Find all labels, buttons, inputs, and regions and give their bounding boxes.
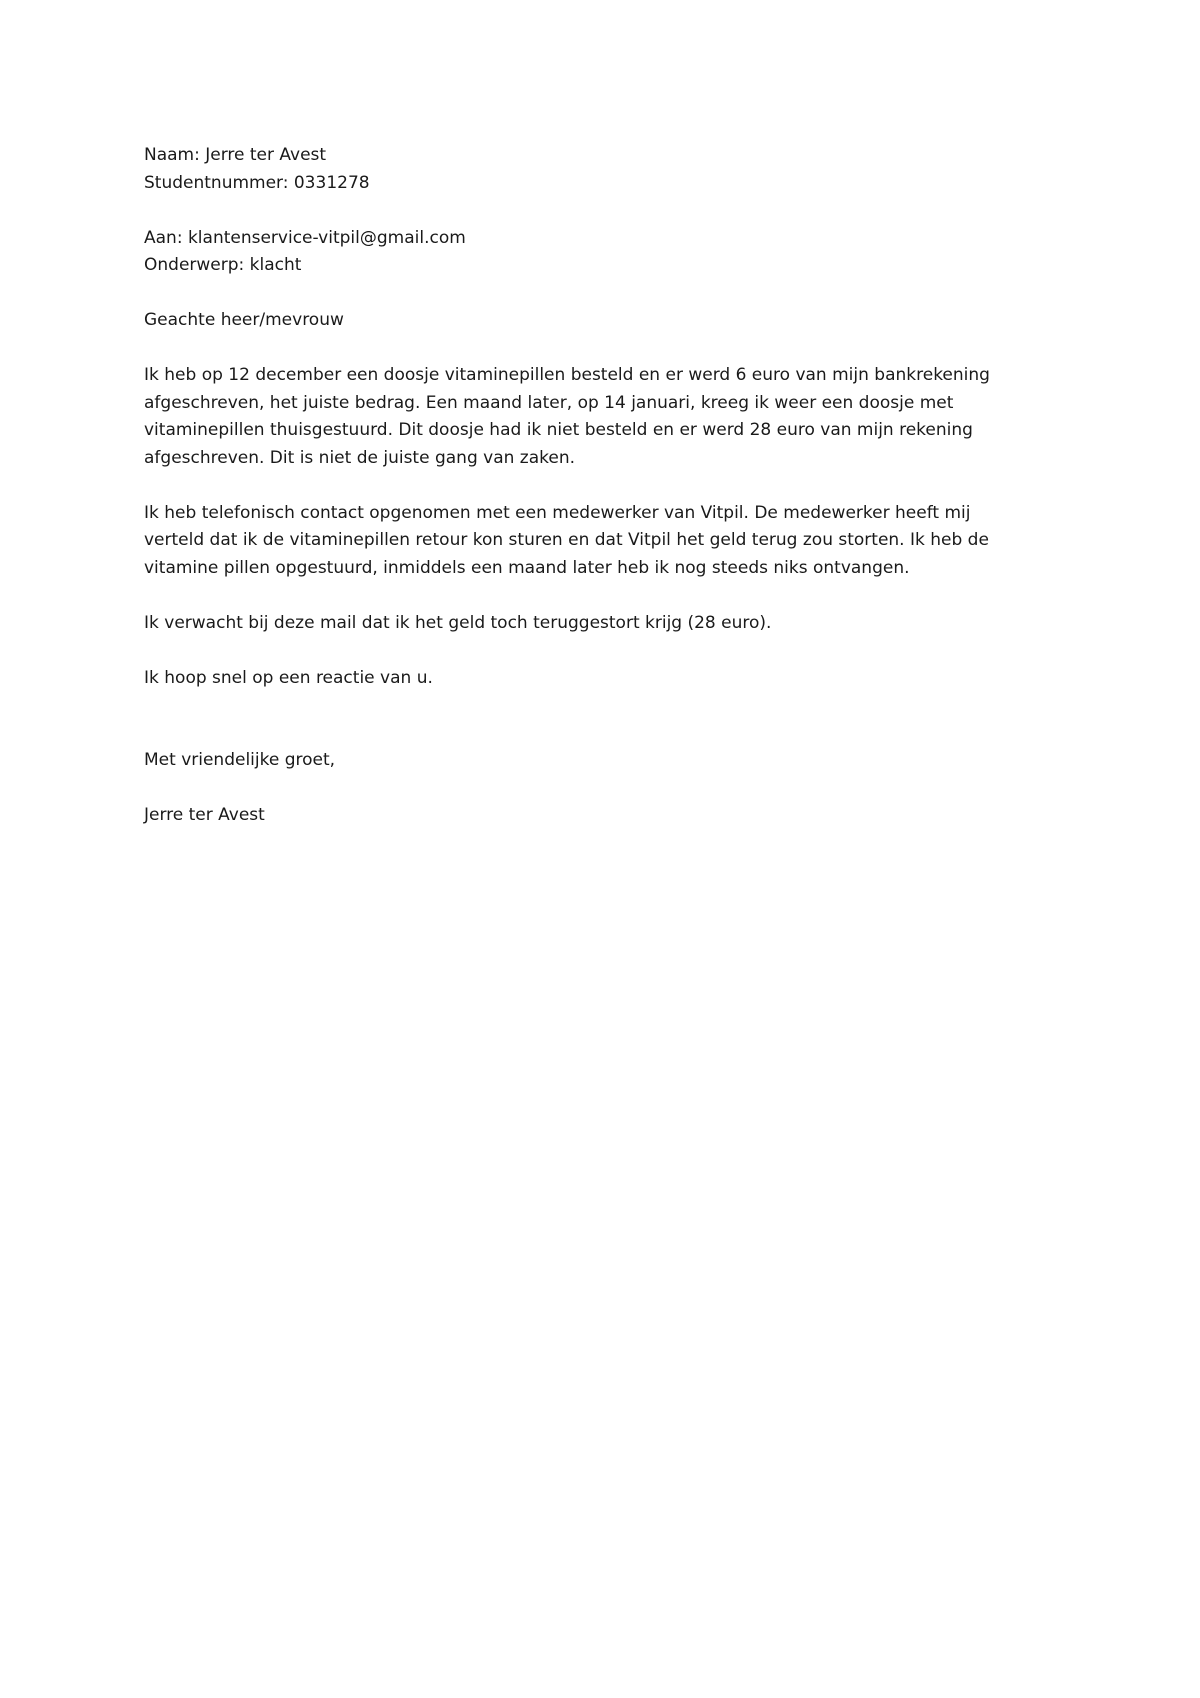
spacer: [144, 692, 1064, 747]
paragraph-order-issue: [144, 362, 1064, 472]
paragraph-expectation: Ik verwacht bij deze mail dat ik het geld toch teruggestort krijg (28 euro).: [144, 612, 772, 633]
student-number-line: Studentnummer: 0331278: [144, 172, 370, 193]
paragraph-line: vitaminepillen thuisgestuurd. Dit doosje had ik niet besteld en er werd 28 euro van mijn rekening: [144, 420, 973, 440]
spacer: [144, 775, 1064, 803]
name-line: Naam: Jerre ter Avest: [144, 145, 327, 165]
spacer: [144, 280, 1064, 308]
paragraph-line: verteld dat ik de vitaminepillen retour kon sturen en dat Vitpil het geld terug zou storten. Ik heb de: [144, 530, 989, 550]
paragraph-line: Ik heb telefonisch contact opgenomen met een medewerker van Vitpil. De medewerker heeft mij: [144, 502, 971, 523]
paragraph-contact: [144, 500, 1064, 583]
spacer: [144, 197, 1064, 225]
recipient-line: Aan: klantenservice-vitpil@gmail.com: [144, 227, 466, 248]
paragraph-hope: Ik hoop snel op een reactie van u.: [144, 667, 433, 688]
salutation: Geachte heer/mevrouw: [144, 310, 344, 330]
spacer: [144, 335, 1064, 363]
spacer: [144, 637, 1064, 665]
signature: Jerre ter Avest: [144, 805, 265, 825]
spacer: [144, 472, 1064, 500]
spacer: [144, 582, 1064, 610]
paragraph-line: afgeschreven. Dit is niet de juiste gang van zaken.: [144, 447, 576, 468]
subject-line: Onderwerp: klacht: [144, 255, 302, 275]
closing: Met vriendelijke groet,: [144, 750, 336, 770]
paragraph-line: Ik heb op 12 december een doosje vitaminepillen besteld en er werd 6 euro van mijn bankrekening: [144, 365, 990, 385]
paragraph-line: vitamine pillen opgestuurd, inmiddels een maand later heb ik nog steeds niks ontvangen.: [144, 557, 910, 578]
letter-body: [144, 142, 1064, 830]
paragraph-line: afgeschreven, het juiste bedrag. Een maand later, op 14 januari, kreeg ik weer een doosje met: [144, 392, 954, 413]
